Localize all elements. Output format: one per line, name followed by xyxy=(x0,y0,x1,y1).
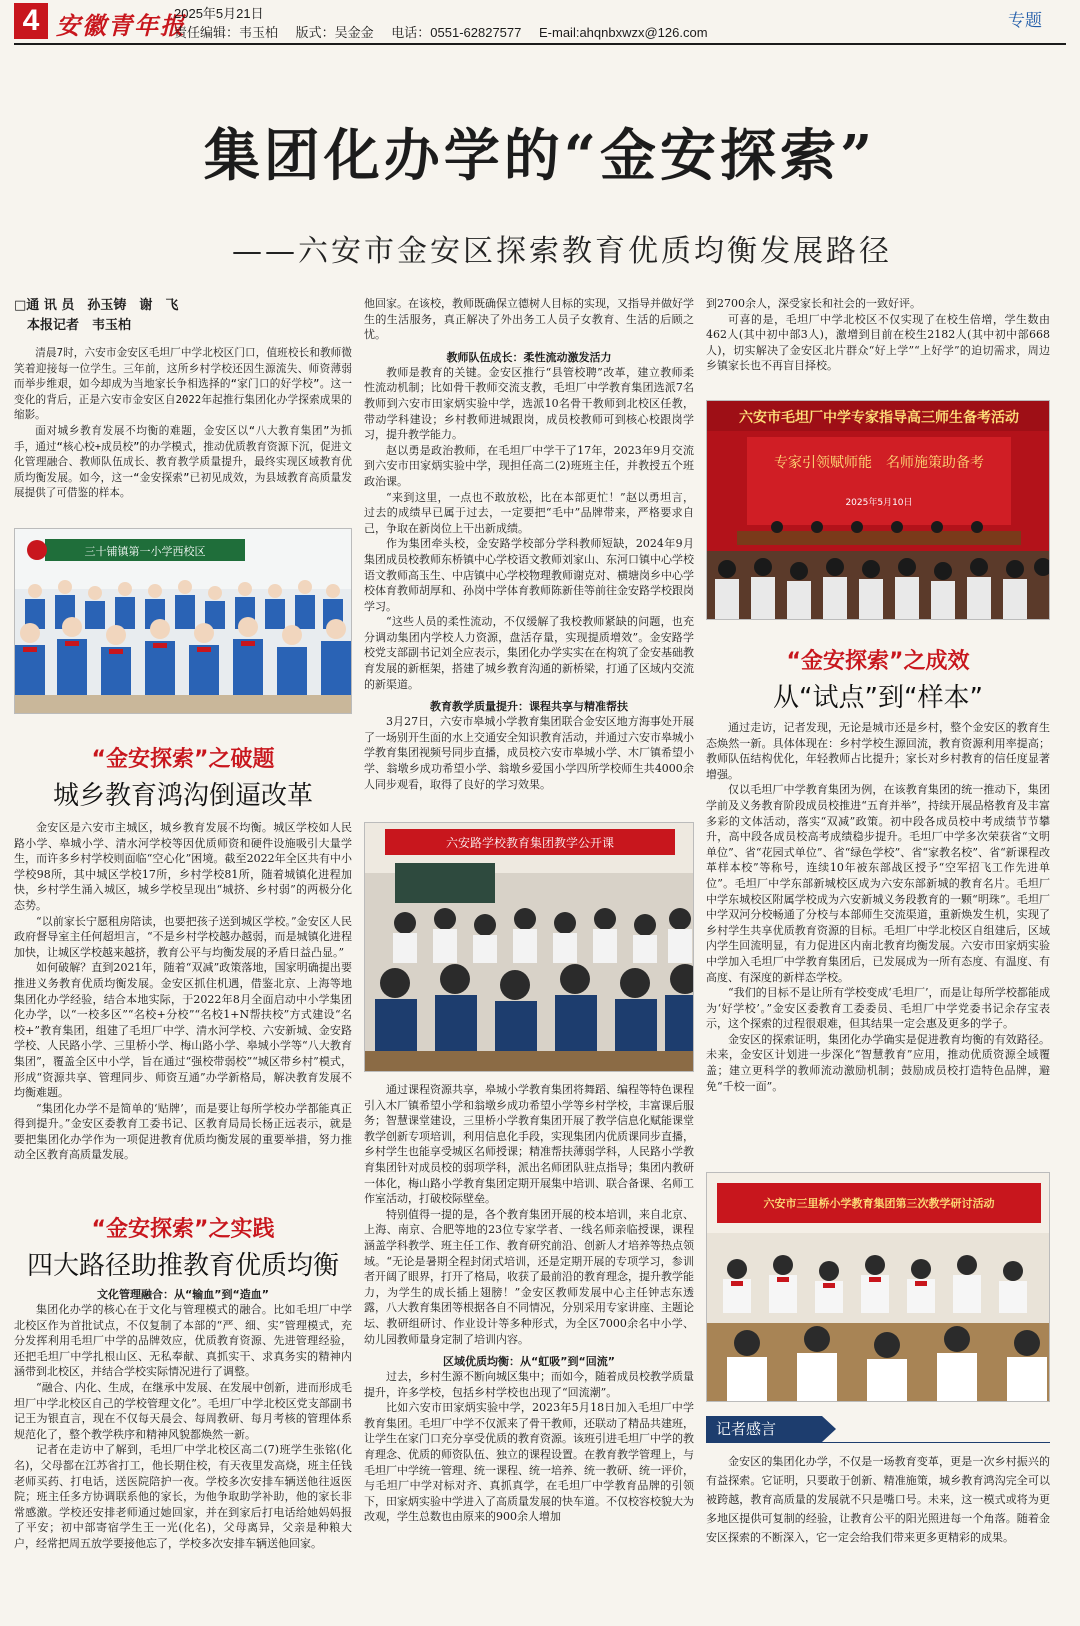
byline-line1: □通 讯 员 孙玉铸 谢 飞 xyxy=(14,298,179,313)
expert-stage-date: 2025年5月10日 xyxy=(845,498,913,508)
subheading-balance: 区域优质均衡：从“虹吸”到“回流” xyxy=(443,1355,615,1369)
section2-paragraph: “来到这里，一点也不敢放松，比在本部更忙！”赵以勇坦言，过去的成绩早已属于过去，一定要把“毛中”品牌带来，严格要求自己，争取在新岗位上干出新成绩。 xyxy=(364,490,694,535)
section2-kicker: “金安探索”之实践 xyxy=(91,1217,275,1242)
subheading-culture: 文化管理融合：从“输血”到“造血” xyxy=(97,1288,269,1301)
expert-stage-text: 专家引领赋师能 名师施策助备考 xyxy=(774,455,984,471)
reporter-note-text: 金安区的集团化办学，不仅是一场教育变革，更是一次乡村振兴的有益探索。它证明，只要敢于创新、精准施策，城乡教育鸿沟完全可以被跨越，教育高质量的发展就不只是嘴口号。未来，这一模式或将为更多地区提供可复制的经验，让教育公平的阳光照进每一个角落。随着金安区探索的不断深入，它一定会给我们带来更多更精彩的成果。 xyxy=(706,1455,1050,1544)
section3-title: 从“试点”到“样本” xyxy=(773,683,983,713)
headline: 集团化办学的“金安探索” xyxy=(203,123,877,189)
section1-title: 城乡教育鸿沟倒逼改革 xyxy=(52,781,313,811)
section2-paragraph: “融合、内化、生成，在继承中发展、在发展中创新，进而形成毛坦厂中学北校区自己的学校管理文化”。毛坦厂中学北校区党支部副书记王为银直言，现在不仅每天晨会、每周教研、每月考核的管理体系规范化了，整个教学秩序和精神风貌都焕然一新。 xyxy=(14,1380,352,1441)
section1-body xyxy=(14,820,352,1202)
seminar-banner-text: 六安市三里桥小学教育集团第三次教学研讨活动 xyxy=(763,1197,995,1210)
subheadline: ——六安市金安区探索教育优质均衡发展路径 xyxy=(232,234,892,269)
section2-paragraph: 教师是教育的关键。金安区推行“县管校聘”改革，建立教师柔性流动机制；比如骨干教师交流支教，毛坦厂中学教育集团选派7名教师到六安市田家炳实验中学，选派10名骨干教师到北校区任教，带动学科建设；乡村教师进城跟岗，成员校教师可到核心校跟岗学习，提升教学能力。 xyxy=(364,365,694,442)
section2-heading xyxy=(14,1212,352,1282)
section3-body xyxy=(706,720,1050,1164)
section2-paragraph: 赵以勇是政治教师，在毛坦厂中学干了17年，2023年9月交流到六安市田家炳实验中学，现担任高二(2)班班主任，并教授五个班政治课。 xyxy=(364,443,694,488)
column3-top xyxy=(706,296,1050,392)
editor-credit: 责任编辑：韦玉柏 xyxy=(174,25,279,40)
reporter-note-label: 记者感言 xyxy=(706,1416,822,1442)
header-meta xyxy=(174,22,722,41)
lead-paragraph: 面对城乡教育发展不均衡的难题，金安区以“八大教育集团”为抓手，通过“核心校+成员校”的办学模式，推动优质教育资源下沉，促进文化管理融合、教师队伍成长、教育教学质量提升，最终实现区域教育优质均衡发展。如今，这一“金安探索”已初见成效，为县域教育高质量发展提供了可借鉴的样本。 xyxy=(14,424,352,500)
reporter-note-body xyxy=(706,1452,1050,1618)
expert-guidance-photo-illustration xyxy=(707,401,1050,620)
section1-paragraph: 如何破解？直到2021年，随着“双减”政策落地，国家明确提出要推进义务教育优质均衡发展。金安区抓住机遇，借鉴北京、上海等地集团化办学经验，结合本地实际，于2022年8月全面启动中小学集团化办学，以“一校多区”“名校+分校”“名校1+N帮扶校”方式建设“名校+”教育集团，组建了毛坦厂中学、清水河学校、六安新城、金安路学校、人民路小学、三里桥小学、梅山路小学、皋城小学等“八大教育集团”，覆盖全区中小学，旨在通过“强校带弱校”“城区带乡村”模式，形成“资源共享、管理同步、师资互通”办学新格局，解决教育发展不均衡难题。 xyxy=(14,961,352,1100)
byline-line2: 本报记者 韦玉柏 xyxy=(14,318,132,333)
section1-paragraph: “以前家长宁愿租房陪读，也要把孩子送到城区学校。”金安区人民政府督导室主任何超坦言，“不是乡村学校越办越弱，而是城镇化进程加快，让城区学校越来越挤，教育公平与均衡发展的矛盾日益凸显。” xyxy=(14,914,352,959)
section3-paragraph: 金安区的探索证明，集团化办学确实是促进教育均衡的有效路径。未来，金安区计划进一步深化“智慧教育”应用，推动优质资源全域覆盖；建立更科学的教师流动激励机制；鼓励成员校打造特色品牌，避免“千校一面”。 xyxy=(706,1032,1050,1093)
section1-paragraph: 金安区是六安市主城区，城乡教育发展不均衡。城区学校如人民路小学、皋城小学、清水河学校等因优质师资和硬件设施吸引大量学生，而许多乡村学校则面临“空心化”困境。截至2022年全区共有中小学校98所，其中城区学校17所，乡村学校81所，随着城镇化进程加快，乡村学生涌入城区，城乡学校呈现出“城挤、乡村弱”的两极分化态势。 xyxy=(14,821,352,912)
section3-paragraph: 仅以毛坦厂中学教育集团为例，在该教育集团的统一推动下，集团学前及义务教育阶段成员校推进“五育并举”，持续开展品格教育及丰富多彩的文体活动，落实“双减”政策。初中段各成员校中考成绩节节攀升，高中段各成员校高考成绩稳步提升。毛坦厂中学多次荣获省“文明单位”、省“花园式单位”、省“绿色学校”、省“家教名校”、省“新课程改革样本校”等称号，连续10年被东部战区授予“空军招飞工作先进单位”。毛坦厂中学东部新城校区成为六安东部新城的教育名片。毛坦厂中学东城校区附属学校成为六安新城义务段教育的一颗“明珠”。毛坦厂中学双河分校畅通了分校与本部师生交流渠道，重新焕发生机，实现了乡村学生共享优质教育资源的目标。毛坦厂中学北校区自组建后，区域内学生回流明显，有力促进区内南北教育均衡发展。六安市田家炳实验中学加入毛坦厂中学教育集团后，已发展成为一所有态度、有温度、有高度、有深度的新样态学校。 xyxy=(706,783,1050,984)
section2-paragraph: 集团化办学的核心在于文化与管理模式的融合。比如毛坦厂中学北校区作为首批试点，不仅复制了本部的“严、细、实”管理模式，充分发挥利用毛坦厂中学的品牌效应，优质教育资源、先进管理经验，还把毛坦厂中学扎根山区、无私奉献、真抓实干、求真务实的精神内涵带到北校区，并结合学校实际情况进行了调整。 xyxy=(14,1303,352,1379)
subheading-teachers: 教师队伍成长：柔性流动激发活力 xyxy=(446,350,612,364)
expert-photo-title: 六安市毛坦厂中学专家指导高三师生备考活动 xyxy=(739,410,1019,426)
seminar-photo-illustration xyxy=(707,1173,1050,1402)
section2-body-c xyxy=(364,1082,694,1616)
classroom-banner-text: 三十铺镇第一小学西校区 xyxy=(84,545,206,558)
section2-paragraph: “这些人员的柔性流动，不仅缓解了我校教师紧缺的问题，也充分调动集团内学校人力资源，盘活存量，实现提质增效”。金安路学校党支部副书记刘全应表示，集团化办学实实在在构筑了金安基础教育发展的新框架，搭建了城乡教育沟通的新桥梁，打通了区域内交流的新渠道。 xyxy=(364,615,694,691)
section2-paragraph: 作为集团牵头校，金安路学校部分学科教师短缺，2024年9月集团成员校教师东桥镇中心学校语文教师刘家山、东河口镇中心学校语文教师高玉生、中店镇中心学校物理教师谢克对、横塘岗乡中心学校体育教师胡厚和、孙岗中学体育教师陈新佳等前往金安路学校跟岗学习。 xyxy=(364,537,694,613)
reporter-note-rule xyxy=(706,1442,1050,1443)
lead-column xyxy=(14,296,352,518)
subheading-quality: 教育教学质量提升：课程共享与精准帮扶 xyxy=(430,700,628,714)
classroom-photo-illustration xyxy=(15,529,352,714)
section2-paragraph: 通过课程资源共享，皋城小学教育集团将舞蹈、编程等特色课程引入木厂镇希望小学和翁墩乡成功希望小学等乡村学校，丰富课后服务；智慧课堂建设，三里桥小学教育集团开展了教学信息化赋能课堂教学创新专项培训，利用信息化手段，实现集团内优质课同步直播，乡村学生也能享受城区名师授课；精准帮扶薄弱学科，人民路小学教育集团针对成员校的弱项学科，派出名师团队驻点指导；集团内教研一体化，梅山路小学教育集团定期开展集中培训、联合备课、名师工作室活动，打破校际壁垒。 xyxy=(364,1083,694,1206)
section2-paragraph: 他回家。在该校，教师既确保立德树人目标的实现，又指导并做好学生的生活服务，真正解决了外出务工人员子女教育、生活的后顾之忧。 xyxy=(364,297,694,342)
section2-title: 四大路径助推教育优质均衡 xyxy=(26,1251,339,1281)
section3-heading xyxy=(706,644,1050,714)
section1-heading xyxy=(14,742,352,812)
section2-paragraph: 特别值得一提的是，各个教育集团开展的校本培训，来自北京、上海、南京、合肥等地的23位专家学者、一线名师亲临授课，课程涵盖学科教学、班主任工作、教育研究前沿、创新人才培养等热点领域。“无论是暑期全程封闭式培训，还是定期开展的专项学习，参训者开阔了眼界，打开了格局，收获了最前沿的教育理念，提升教学能力，为学生的成长插上翅膀！”金安区教师发展中心主任钟志东透露，八大教育集团等根据各自不同情况，分别采用专家讲座、主题论坛、教研组研讨、作业设计等多种形式，为全区7000余名中小学、幼儿园教师量身定制了培训内容。 xyxy=(364,1207,694,1346)
section3-paragraph: “我们的目标不是让所有学校变成‘毛坦厂’，而是让每所学校都能成为‘好学校’。”金安区委教育工委委员、毛坦厂中学党委书记余存宝表示，这个探索的过程很艰难，但其结果一定会惠及更多的学子。 xyxy=(706,986,1050,1031)
column3-paragraph: 到2700余人，深受家长和社会的一致好评。 xyxy=(706,297,921,310)
section2-paragraph: 过去，乡村生源不断向城区集中；而如今，随着成员校教学质量提升，许多学校，包括乡村学校也出现了“回流潮”。 xyxy=(364,1370,694,1399)
section3-kicker: “金安探索”之成效 xyxy=(786,649,970,674)
masthead: 安徽青年报 xyxy=(56,11,186,40)
photo-expert-guidance xyxy=(706,400,1050,620)
page-number: 4 xyxy=(14,3,48,39)
column3-paragraph: 可喜的是，毛坦厂中学北校区不仅实现了在校生倍增，学生数由462人(其中初中部3人)，激增到目前在校生2182人(其中初中部668人)，切实解决了金安区北片群众“好上学”“上好学”的迫切需求，周边乡镇家长也不再盲目择校。 xyxy=(706,312,1050,373)
issue-date: 2025年5月21日 xyxy=(174,6,264,21)
lead-paragraph: 清晨7时，六安市金安区毛坦厂中学北校区门口，值班校长和教师微笑着迎接每一位学生。三年前，这所乡村学校还因生源流失、师资薄弱而举步维艰，如今却成为当地家长争相选择的“家门口的好学校”。这一变化的背后，正是六安市金安区自2022年起推行集团化办学探索成果的缩影。 xyxy=(14,347,352,422)
section-tag: 专题 xyxy=(1008,11,1042,30)
photo-seminar xyxy=(706,1172,1050,1402)
photo-open-class xyxy=(364,822,694,1072)
section2-paragraph: 记者在走访中了解到，毛坦厂中学北校区高二(7)班学生张铭(化名)，父母都在江苏省打工，他长期住校，有天夜里发高烧，班主任钱老师买药、打电话，送医院陪护一夜。学校多次安排车辆送他往返医院；班主任多方协调联系他的家长，为他争取助学补助，他的家长非常感激。学校还安排老师通过她回家，并在到家后打电话给她妈妈报了平安；初中部寄宿学生王一光(化名)，父母离异，父亲是种粮大户，经常把周五放学要接他忘了，学校多次安排车辆送他回家。 xyxy=(14,1443,352,1550)
section2-paragraph: 3月27日，六安市皋城小学教育集团联合金安区地方海事处开展了一场别开生面的水上交通安全知识教育活动，并通过六安市皋城小学教育集团视频号同步直播，成员校六安市皋城小学、木厂镇希望小学、翁墩乡成功希望小学、翁墩乡爱国小学四所学校师生共4000余人同步观看，取得了良好的学习效果。 xyxy=(364,715,694,791)
section1-paragraph: “集团化办学不是简单的‘贴牌’，而是要让每所学校办学都能真正得到提升。”金安区委教育工委书记、区教育局局长杨正远表示，就是要把集团化办学作为一项促进教育优质均衡发展的重要举措，努力推动全区教育高质量发展。 xyxy=(14,1101,352,1162)
open-class-photo-illustration xyxy=(365,823,694,1072)
section2-body-a xyxy=(14,1280,352,1616)
phone: 电话：0551-62827577 xyxy=(391,25,522,40)
open-class-banner-text: 六安路学校教育集团教学公开课 xyxy=(445,836,615,850)
section3-paragraph: 通过走访，记者发现，无论是城市还是乡村，整个金安区的教育生态焕然一新。具体体现在：乡村学校生源回流，教育资源利用率提高；教师队伍结构优化，年轻教师占比提升；家长对乡村教育的信任度显著增强。 xyxy=(706,721,1050,781)
section2-body-b xyxy=(364,296,694,810)
email: E-mail:ahqnbxwzx@126.com xyxy=(539,25,708,40)
page-header xyxy=(0,0,1080,44)
lead-text xyxy=(14,346,352,502)
section1-kicker: “金安探索”之破题 xyxy=(91,747,275,772)
photo-classroom-students xyxy=(14,528,352,714)
header-rule xyxy=(14,43,1066,45)
layout-credit: 版式：吴金金 xyxy=(295,25,374,40)
section2-paragraph: 比如六安市田家炳实验中学，2023年5月18日加入毛坦厂中学教育集团。毛坦厂中学不仅派来了骨干教师，还联动了精品共建班，让学生在家门口充分享受优质的教育资源。该班引进毛坦厂中学的教育理念、优质的师资队伍、独立的课程设置。在教育教学管理上，与毛坦厂中学统一管理、统一课程、统一培养、统一教研、统一评价，与毛坦厂中学对标对齐、真抓真学，在毛坦厂中学教育品牌的引领下，田家炳实验中学进入了高质量发展的快车道。不仅校容校貌大为改观，学生总数也由原来的900余人增加 xyxy=(364,1401,694,1524)
